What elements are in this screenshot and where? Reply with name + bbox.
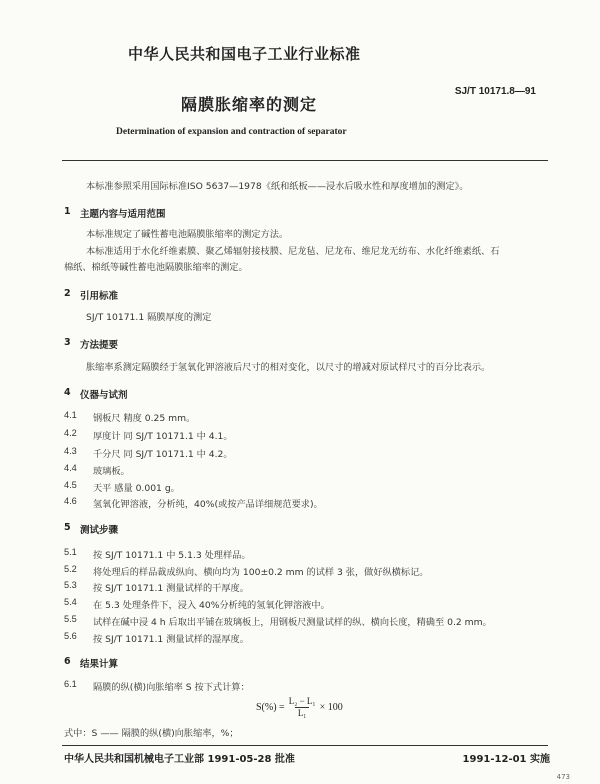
section-1-paragraph-1: 本标准规定了碱性蓄电池隔膜胀缩率的测定方法。 [86, 229, 289, 240]
section-6-number: 6 [64, 656, 71, 667]
section-1-number: 1 [64, 206, 71, 217]
section-5-title: 测试步骤 [80, 525, 119, 536]
list-item-number: 6.1 [64, 679, 77, 689]
list-item: 按 SJ/T 10171.1 测量试样的湿厚度。 [93, 634, 249, 645]
page-title: 隔膜胀缩率的测定 [181, 95, 318, 114]
intro-paragraph: 本标准参照采用国际标准ISO 5637—1978《纸和纸板——浸水后吸水性和厚度增加的测定》。 [86, 181, 469, 192]
list-item-number: 5.1 [64, 547, 77, 557]
expansion-rate-formula [256, 696, 343, 719]
formula-numerator: L₂ − L₁ [288, 696, 316, 706]
section-3-number: 3 [64, 337, 71, 348]
list-item: 在 5.3 处理条件下，浸入 40%分析纯的氢氧化钾溶液中。 [93, 600, 330, 611]
list-item: 钢板尺 精度 0.25 mm。 [93, 413, 196, 424]
section-2-title: 引用标准 [80, 291, 119, 302]
approval-statement: 中华人民共和国机械电子工业部 1991-05-28 批准 [64, 754, 295, 765]
section-1-paragraph-2-line-1: 本标准适用于水化纤维素膜、聚乙烯辐射接枝膜、尼龙毡、尼龙布、维尼龙无纺布、水化纤维素纸、石 [86, 246, 500, 257]
list-item: 隔膜的纵(横)向胀缩率 S 按下式计算： [93, 682, 250, 693]
formula-rhs: × 100 [319, 702, 343, 713]
method-summary: 胀缩率系测定隔膜经于氢氧化钾溶液后尺寸的相对变化，以尺寸的增减对原试样尺寸的百分比表示。 [86, 362, 491, 373]
list-item-number: 5.4 [64, 597, 77, 607]
list-item-number: 4.3 [64, 446, 77, 456]
section-4-number: 4 [64, 387, 71, 398]
list-item-number: 5.2 [64, 564, 77, 574]
list-item-number: 4.1 [64, 410, 77, 420]
list-item-number: 4.2 [64, 428, 77, 438]
list-item-number: 5.6 [64, 631, 77, 641]
section-4-title: 仪器与试剂 [80, 390, 128, 401]
standard-number: SJ/T 10171.8—91 [454, 86, 536, 97]
list-item: 天平 感量 0.001 g。 [93, 483, 180, 494]
list-item-number: 5.3 [64, 580, 77, 590]
list-item: 氢氧化钾溶液，分析纯，40%(或按产品详细规范要求)。 [93, 499, 323, 510]
formula-where-clause: 式中：S —— 隔膜的纵(横)向胀缩率，%； [64, 728, 239, 739]
footer-divider [62, 745, 548, 746]
section-1-paragraph-2-line-2: 棉纸、棉纸等碱性蓄电池隔膜胀缩率的测定。 [64, 262, 248, 273]
list-item: 将处理后的样品裁成纵向、横向均为 100±0.2 mm 的试样 3 张，做好纵横标记。 [93, 567, 429, 578]
list-item: 千分尺 同 SJ/T 10171.1 中 4.2。 [93, 449, 233, 460]
list-item: 按 SJ/T 10171.1 中 5.1.3 处理样品。 [93, 550, 251, 561]
page-number: 473 [556, 773, 570, 781]
list-item: 厚度计 同 SJ/T 10171.1 中 4.1。 [93, 431, 233, 442]
standard-category-header: 中华人民共和国电子工业行业标准 [128, 45, 361, 63]
list-item: 试样在碱中浸 4 h 后取出平铺在玻璃板上，用钢板尺测量试样的纵、横向长度，精确至 0.2 mm。 [93, 617, 492, 628]
section-5-number: 5 [64, 522, 71, 533]
section-2-number: 2 [64, 288, 71, 299]
english-title: Determination of expansion and contraction of separator [116, 127, 347, 137]
reference-standard: SJ/T 10171.1 隔膜厚度的测定 [86, 312, 212, 323]
header-divider [62, 160, 548, 161]
section-3-title: 方法提要 [80, 340, 119, 351]
list-item-number: 4.4 [64, 463, 77, 473]
formula-fraction [289, 696, 316, 719]
formula-denominator: L₁ [295, 707, 310, 719]
effective-date: 1991-12-01 实施 [462, 754, 550, 765]
formula-lhs: S(%) = [256, 702, 285, 713]
list-item-number: 5.5 [64, 614, 77, 624]
list-item: 玻璃板。 [93, 466, 130, 477]
section-1-title: 主题内容与适用范围 [80, 209, 166, 220]
section-6-title: 结果计算 [80, 659, 119, 670]
list-item-number: 4.5 [64, 480, 77, 490]
list-item: 按 SJ/T 10171.1 测量试样的干厚度。 [93, 583, 249, 594]
list-item-number: 4.6 [64, 496, 77, 506]
